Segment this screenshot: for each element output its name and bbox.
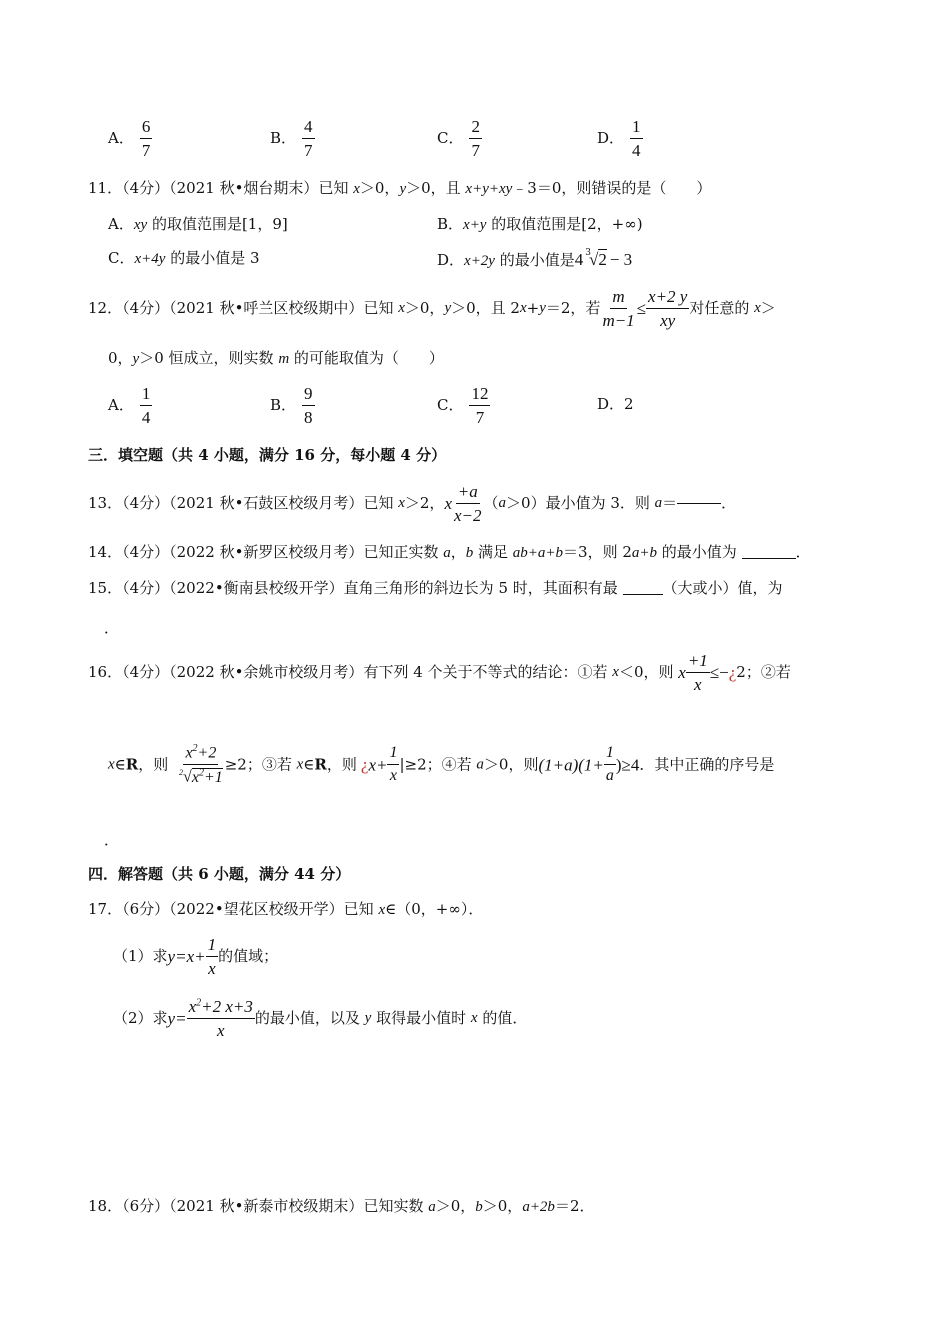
q15-line2: ． (104, 619, 120, 637)
fraction: $\frac{x^2+2}{^2√x^2+1}$ (179, 743, 223, 786)
q18-stem: 18．（6分）（2021 秋•新泰市校级期末）已知实数 a＞0，b＞0，a+2b＝2． (88, 1197, 595, 1215)
q13-stem: 13．（4分）（2021 秋•石鼓区校级月考）已知 x＞2，x $\frac{+a}{x-2}$ （a＞0）最小值为 3．则 a＝ ． (88, 482, 737, 525)
q12-stem-line2: 0，y＞0 恒成立，则实数 m 的可能取值为（ ） (108, 349, 444, 367)
fraction: $\frac{2}{7}$ (471, 117, 480, 160)
answer-blank[interactable] (623, 594, 663, 595)
q16-line3: ． (104, 831, 120, 849)
fraction: $\frac{9}{8}$ (304, 384, 313, 427)
fraction: $\frac{x+2 y}{xy}$ (648, 287, 688, 330)
q12-option-a: A． $\frac{1}{4}$ (108, 384, 151, 427)
fraction: $\frac{1}{x}$ (207, 935, 217, 978)
fraction: $\frac{1}{4}$ (141, 384, 151, 427)
q15-stem: 15．（4分）（2022•衡南县校级开学）直角三角形的斜边长为 5 时，其面积有最 （大或小）值，为 (88, 579, 783, 597)
q17-stem: 17．（6分）（2022•望花区校级开学）已知 x∈（0，+∞）． (88, 900, 484, 918)
q10-option-c (437, 118, 482, 159)
q10-option-b (270, 118, 315, 159)
q11-option-a: A．xy 的取值范围是[1，9] (108, 215, 288, 233)
option-label: D． (597, 129, 625, 147)
fraction: $\frac{1}{x}$ (389, 744, 398, 785)
q10-option-d (597, 118, 643, 159)
q12-stem: 12．（4分）（2021 秋•呼兰区校级期中）已知 x＞0，y＞0，且 2x+y＝2，若 $\frac{m}{m-1}$ ≤ $\frac{x+2 y}{xy}$ 对任意的 x＞ (88, 287, 776, 330)
answer-blank[interactable] (677, 503, 721, 504)
fraction: $\frac{+a}{x-2}$ (453, 482, 482, 525)
fraction: $\frac{+1}{x}$ (687, 651, 708, 694)
q16-stem: 16．（4分）（2022 秋•余姚市校级月考）有下列 4 个关于不等式的结论：①若 x＜0，则 x $\frac{+1}{x}$ ≤−¿2；②若 (88, 651, 791, 694)
fraction: $\frac{12}{7}$ (471, 384, 489, 427)
q14-stem: 14．（4分）（2022 秋•新罗区校级月考）已知正实数 a，b 满足 ab+a+b＝3，则 2a+b 的最小值为 ． (88, 543, 811, 561)
q11-option-d: D．x+2y 的最小值是4 $^3$√2 − 3 (437, 248, 633, 269)
option-label: C． (437, 129, 464, 147)
radical-icon: √ (183, 768, 192, 786)
q11-stem: 11．（4分）（2021 秋•烟台期末）已知 x＞0，y＞0，且 x+y+xy﹣3＝0，则错误的是（ ） (88, 179, 712, 197)
fraction: $\frac{x^2+2 x+3}{x}$ (188, 997, 253, 1040)
q11-option-c: C．x+4y 的最小值是 3 (108, 249, 260, 267)
q11-option-b: B．x+y 的取值范围是[2，+∞) (437, 215, 643, 233)
answer-blank[interactable] (742, 558, 796, 559)
section-4-title: 四．解答题（共 6 小题，满分 44 分） (88, 865, 351, 883)
q16-line2: x∈R，则 $\frac{x^2+2}{^2√x^2+1}$ ≥2；③若 x∈R，则 ¿x+ $\frac{1}{x}$ |≥2；④若 a＞0，则(1+a)(1+ $\frac{1}{a}$ )≥4．其中正确的序号是 (108, 743, 775, 786)
fraction: $\frac{m}{m-1}$ (602, 287, 635, 330)
radical-icon: √ (588, 250, 599, 269)
q12-option-c: C． $\frac{12}{7}$ (437, 384, 489, 427)
option-label: A． (108, 129, 134, 147)
fraction: $\frac{4}{7}$ (304, 117, 313, 160)
option-label: B． (270, 129, 297, 147)
q12-option-d: D．2 (597, 395, 634, 413)
q12-option-b: B． $\frac{9}{8}$ (270, 384, 313, 427)
section-3-title: 三．填空题（共 4 小题，满分 16 分，每小题 4 分） (88, 446, 447, 464)
q17-part1: （1）求y=x+ $\frac{1}{x}$ 的值域； (113, 935, 279, 978)
fraction: $\frac{1}{a}$ (605, 744, 614, 785)
fraction: $\frac{1}{4}$ (632, 117, 641, 160)
q10-option-a (108, 118, 152, 159)
fraction: $\frac{6}{7}$ (141, 117, 151, 160)
q17-part2: （2）求y= $\frac{x^2+2 x+3}{x}$ 的最小值，以及 y 取得最小值时 x 的值． (113, 997, 528, 1040)
